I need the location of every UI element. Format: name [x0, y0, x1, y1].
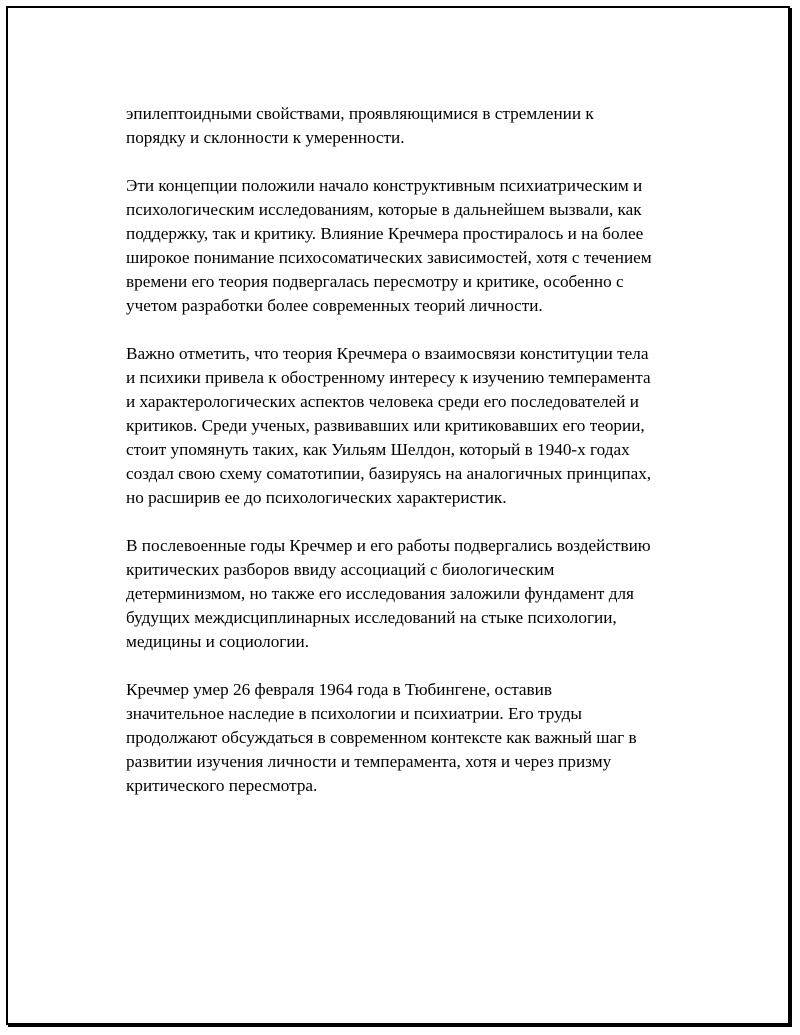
text-line: критиков. Среди ученых, развивавших или критиковавших его теории,	[126, 416, 645, 435]
text-line: значительное наследие в психологии и психиатрии. Его труды	[126, 704, 582, 723]
text-line: Кречмер умер 26 февраля 1964 года в Тюбингене, оставив	[126, 680, 552, 699]
text-line: В послевоенные годы Кречмер и его работы подвергались воздействию	[126, 536, 651, 555]
text-line: медицины и социологии.	[126, 632, 310, 651]
paragraph-4	[126, 534, 726, 654]
text-line: и характерологических аспектов человека среди его последователей и	[126, 392, 640, 411]
text-line: стоит упомянуть таких, как Уильям Шелдон, который в 1940-х годах	[126, 440, 630, 459]
text-line: будущих междисциплинарных исследований на стыке психологии,	[126, 608, 617, 627]
paragraph-2	[126, 174, 726, 318]
text-line: времени его теория подвергалась пересмотру и критике, особенно с	[126, 272, 624, 291]
text-line: эпилептоидными свойствами, проявляющимися в стремлении к	[126, 104, 594, 123]
text-line: критических разборов ввиду ассоциаций с биологическим	[126, 560, 555, 579]
document-body	[126, 102, 726, 822]
paragraph-5	[126, 678, 726, 798]
text-line: поддержку, так и критику. Влияние Кречмера простиралось и на более	[126, 224, 644, 243]
text-line: продолжают обсуждаться в современном контексте как важный шаг в	[126, 728, 637, 747]
paragraph-3	[126, 342, 726, 510]
text-line: детерминизмом, но также его исследования заложили фундамент для	[126, 584, 634, 603]
paragraph-1	[126, 102, 726, 150]
text-line: и психики привела к обостренному интересу к изучению темперамента	[126, 368, 651, 387]
text-line: Эти концепции положили начало конструктивным психиатрическим и	[126, 176, 643, 195]
text-line: критического пересмотра.	[126, 776, 318, 795]
text-line: создал свою схему соматотипии, базируясь на аналогичных принципах,	[126, 464, 652, 483]
text-line: психологическим исследованиям, которые в дальнейшем вызвали, как	[126, 200, 642, 219]
text-line: учетом разработки более современных теорий личности.	[126, 296, 543, 315]
text-line: но расширив ее до психологических характеристик.	[126, 488, 507, 507]
text-line: широкое понимание психосоматических зависимостей, хотя с течением	[126, 248, 652, 267]
text-line: Важно отметить, что теория Кречмера о взаимосвязи конституции тела	[126, 344, 649, 363]
text-line: порядку и склонности к умеренности.	[126, 128, 405, 147]
page-frame	[6, 6, 790, 1025]
text-line: развитии изучения личности и темперамента, хотя и через призму	[126, 752, 612, 771]
